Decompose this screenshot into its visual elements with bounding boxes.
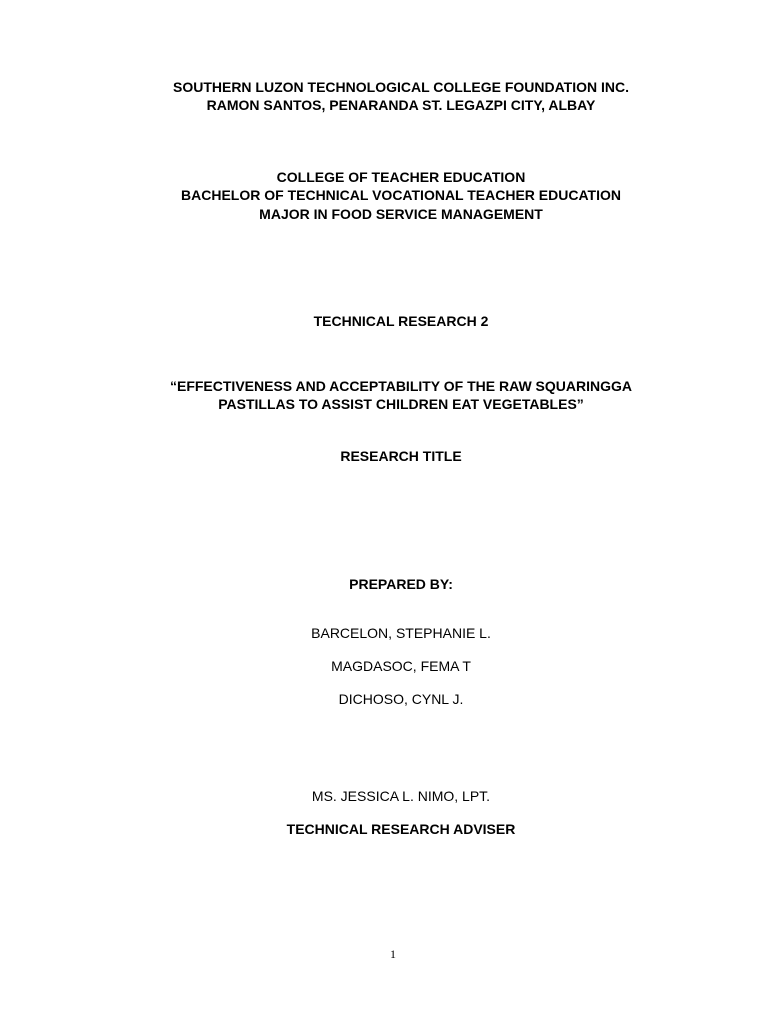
college-name: COLLEGE OF TEACHER EDUCATION <box>276 169 526 185</box>
author-name: BARCELON, STEPHANIE L. <box>311 625 491 641</box>
page-number: 1 <box>390 947 396 961</box>
author-name: DICHOSO, CYNL J. <box>338 691 464 707</box>
prepared-by-heading: PREPARED BY: <box>349 576 453 592</box>
author-name: MAGDASOC, FEMA T <box>331 658 471 674</box>
research-title-line-1: “EFFECTIVENESS AND ACCEPTABILITY OF THE RAW SQUARINGGA <box>169 378 633 394</box>
institution-name: SOUTHERN LUZON TECHNOLOGICAL COLLEGE FOUNDATION INC. <box>172 79 630 95</box>
institution-address: RAMON SANTOS, PENARANDA ST. LEGAZPI CITY, ALBAY <box>206 97 596 113</box>
research-title-line-2: PASTILLAS TO ASSIST CHILDREN EAT VEGETABLES” <box>218 396 584 412</box>
program-major: MAJOR IN FOOD SERVICE MANAGEMENT <box>259 206 543 222</box>
degree-program: BACHELOR OF TECHNICAL VOCATIONAL TEACHER EDUCATION <box>181 187 621 203</box>
course-title: TECHNICAL RESEARCH 2 <box>313 313 489 329</box>
research-title-caption: RESEARCH TITLE <box>340 448 462 464</box>
adviser-role: TECHNICAL RESEARCH ADVISER <box>286 821 516 837</box>
adviser-name: MS. JESSICA L. NIMO, LPT. <box>311 788 491 804</box>
